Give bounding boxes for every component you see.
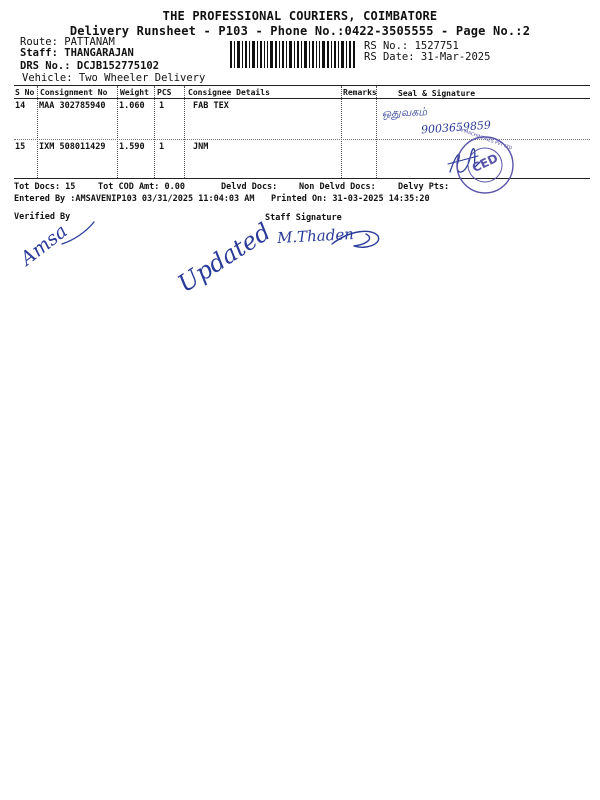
col-divider — [184, 86, 185, 178]
header-sno: S No — [15, 88, 35, 97]
staff-label: Staff: THANGARAJAN — [20, 47, 134, 59]
row-15-pcs: 1 — [159, 142, 165, 152]
staff-signature-label: Staff Signature — [265, 213, 342, 223]
header-pcs: PCS — [157, 88, 172, 97]
row-15-consignee: JNM — [193, 142, 209, 152]
row-14-consignment: MAA 302785940 — [39, 101, 106, 111]
header-consignment: Consignment No — [40, 88, 108, 97]
col-divider — [117, 86, 118, 178]
route-label: Route: PATTANAM — [20, 36, 115, 48]
delivery-points: Delvy Pts: — [398, 182, 450, 192]
delivered-docs: Delvd Docs: — [221, 182, 278, 192]
row-15-consignment: IXM 508011429 — [39, 142, 106, 152]
row-14-sno: 14 — [15, 101, 26, 111]
rs-number: RS No.: 1527751 — [364, 40, 459, 52]
staff-signature-flourish — [270, 224, 390, 254]
stamp-text: CED — [469, 150, 501, 176]
verified-signature: Amsa — [16, 220, 72, 270]
stamp-ring-text: JN MACHINERIES PVT LTD — [457, 127, 513, 152]
table-top-border — [14, 85, 590, 86]
staff-signature-text: M.Thaden — [276, 225, 355, 247]
total-docs: Tot Docs: 15 — [14, 182, 76, 192]
runsheet-subtitle: Delivery Runsheet - P103 - Phone No.:0422-3505555 - Page No.:2 — [69, 24, 531, 38]
verified-signature-flourish — [60, 220, 100, 250]
updated-handwritten: Updated — [172, 217, 276, 298]
total-cod-amount: Tot COD Amt: 0.00 — [98, 182, 185, 192]
row-15-weight: 1.590 — [119, 142, 145, 152]
company-title: THE PROFESSIONAL COURIERS, COIMBATORE — [162, 9, 438, 23]
col-divider — [154, 86, 155, 178]
row-14-handwritten-name: ஒதுவகம் — [381, 105, 428, 120]
row-15-sno: 15 — [15, 142, 26, 152]
row-14-consignee: FAB TEX — [193, 101, 229, 111]
drs-number: DRS No.: DCJB152775102 — [20, 60, 160, 72]
entered-by: Entered By :AMSAVENIP103 03/31/2025 11:04:03 AM — [14, 194, 255, 204]
col-divider — [37, 86, 38, 178]
header-remarks: Remarks — [343, 88, 377, 97]
rs-date: RS Date: 31-Mar-2025 — [364, 51, 491, 63]
col-divider — [376, 86, 377, 178]
header-seal-signature: Seal & Signature — [398, 89, 476, 98]
table-header-border — [14, 98, 590, 99]
vehicle-label: Vehicle: Two Wheeler Delivery — [22, 72, 206, 84]
row-14-pcs: 1 — [159, 101, 165, 111]
company-stamp — [455, 127, 515, 195]
header-consignee: Consignee Details — [188, 88, 270, 97]
header-weight: Weight — [120, 88, 149, 97]
row-14-weight: 1.060 — [119, 101, 145, 111]
non-delivered-docs: Non Delvd Docs: — [299, 182, 376, 192]
col-divider — [341, 86, 342, 178]
verified-by-label: Verified By — [14, 212, 71, 222]
printed-on: Printed On: 31-03-2025 14:35:20 — [271, 194, 430, 204]
barcode — [230, 41, 356, 68]
row-14-handwritten-phone: 9003659859 — [420, 118, 492, 137]
